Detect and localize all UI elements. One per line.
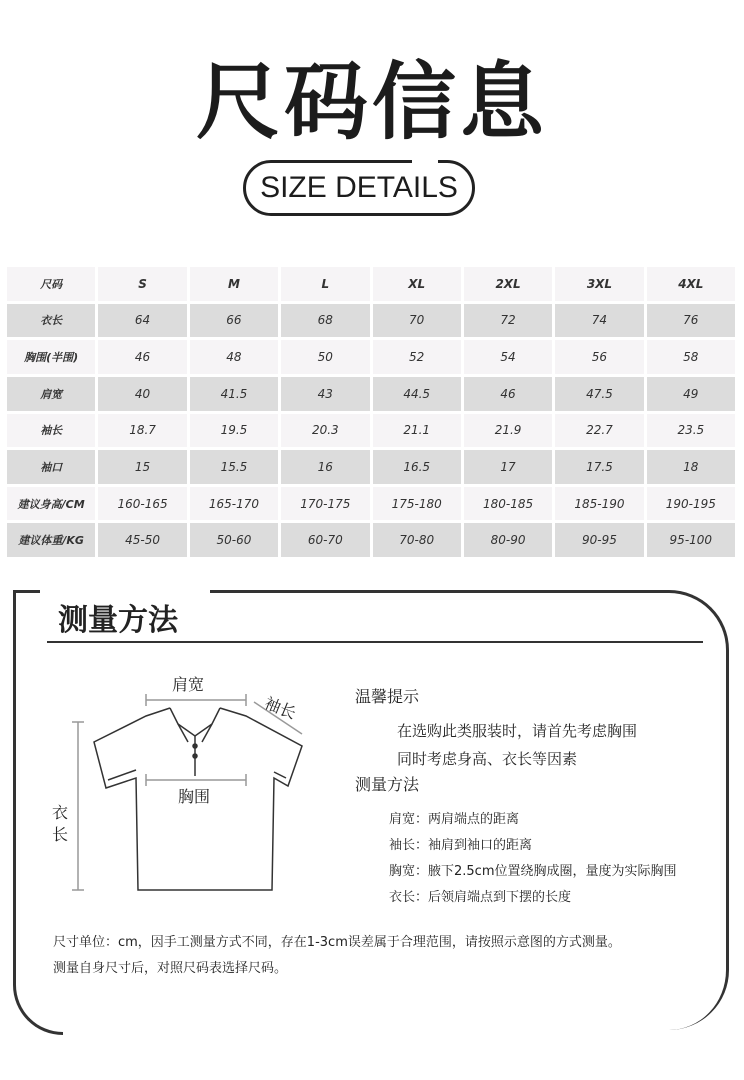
table-cell: 76 <box>645 302 736 339</box>
chest-measure-line <box>146 774 246 786</box>
column-header: 2XL <box>462 266 553 303</box>
length-measure-line <box>72 722 84 890</box>
column-header: XL <box>371 266 462 303</box>
table-cell: 72 <box>462 302 553 339</box>
table-cell: 16 <box>280 449 371 486</box>
table-cell: 180-185 <box>462 485 553 522</box>
table-cell: 15 <box>97 449 188 486</box>
tips-block <box>355 684 715 773</box>
table-cell: 66 <box>188 302 279 339</box>
measure-section-title: 测量方法 <box>58 603 178 638</box>
column-header: M <box>188 266 279 303</box>
row-label: 袖长 <box>6 412 97 449</box>
table-row <box>6 339 737 376</box>
chest-label: 胸围 <box>178 787 211 806</box>
table-cell: 74 <box>554 302 645 339</box>
table-cell: 18 <box>645 449 736 486</box>
table-cell: 165-170 <box>188 485 279 522</box>
note-line: 测量自身尺寸后，对照尺码表选择尺码。 <box>53 961 288 976</box>
shoulder-measure-line <box>146 694 246 706</box>
table-cell: 43 <box>280 375 371 412</box>
column-header: 尺码 <box>6 266 97 303</box>
table-cell: 40 <box>97 375 188 412</box>
table-cell: 90-95 <box>554 522 645 559</box>
table-cell: 45-50 <box>97 522 188 559</box>
table-cell: 50-60 <box>188 522 279 559</box>
table-cell: 175-180 <box>371 485 462 522</box>
table-cell: 22.7 <box>554 412 645 449</box>
row-label: 肩宽 <box>6 375 97 412</box>
table-cell: 49 <box>645 375 736 412</box>
table-cell: 160-165 <box>97 485 188 522</box>
tips-line: 同时考虑身高、衣长等因素 <box>397 750 578 768</box>
table-cell: 47.5 <box>554 375 645 412</box>
table-cell: 23.5 <box>645 412 736 449</box>
table-cell: 80-90 <box>462 522 553 559</box>
method-item: 衣长：后领肩端点到下摆的长度 <box>389 890 572 905</box>
method-item: 袖长：袖肩到袖口的距离 <box>389 838 533 853</box>
table-cell: 58 <box>645 339 736 376</box>
table-cell: 48 <box>188 339 279 376</box>
table-cell: 16.5 <box>371 449 462 486</box>
column-header: S <box>97 266 188 303</box>
table-cell: 15.5 <box>188 449 279 486</box>
table-cell: 44.5 <box>371 375 462 412</box>
method-item: 肩宽：两肩端点的距离 <box>389 812 520 827</box>
measurement-notes <box>53 930 713 982</box>
size-details-badge: SIZE DETAILS <box>243 160 475 216</box>
method-block <box>355 772 735 911</box>
table-cell: 70 <box>371 302 462 339</box>
table-header-row <box>6 266 737 303</box>
table-cell: 95-100 <box>645 522 736 559</box>
table-row <box>6 485 737 522</box>
table-cell: 54 <box>462 339 553 376</box>
table-cell: 190-195 <box>645 485 736 522</box>
tips-heading: 温馨提示 <box>355 687 420 706</box>
table-cell: 20.3 <box>280 412 371 449</box>
column-header: 3XL <box>554 266 645 303</box>
table-cell: 170-175 <box>280 485 371 522</box>
row-label: 衣长 <box>6 302 97 339</box>
table-cell: 17.5 <box>554 449 645 486</box>
table-cell: 185-190 <box>554 485 645 522</box>
table-cell: 64 <box>97 302 188 339</box>
table-cell: 21.1 <box>371 412 462 449</box>
sleeve-label: 袖长 <box>261 693 299 723</box>
table-cell: 46 <box>462 375 553 412</box>
length-label-char: 衣 <box>52 803 69 822</box>
table-row <box>6 375 737 412</box>
shirt-diagram <box>50 660 320 900</box>
table-cell: 50 <box>280 339 371 376</box>
row-label: 袖口 <box>6 449 97 486</box>
row-label: 建议体重/KG <box>6 522 97 559</box>
table-row <box>6 449 737 486</box>
table-cell: 68 <box>280 302 371 339</box>
page-title: 尺码信息 <box>195 53 548 151</box>
row-label: 胸围(半围) <box>6 339 97 376</box>
length-label <box>52 803 73 844</box>
method-item: 胸宽：腋下2.5cm位置绕胸成圈，量度为实际胸围 <box>389 864 677 879</box>
size-table <box>4 264 738 560</box>
note-line: 尺寸单位：cm，因手工测量方式不同，存在1-3cm误差属于合理范围，请按照示意图的方式测量。 <box>53 935 621 950</box>
table-row <box>6 522 737 559</box>
table-cell: 18.7 <box>97 412 188 449</box>
table-cell: 21.9 <box>462 412 553 449</box>
row-label: 建议身高/CM <box>6 485 97 522</box>
column-header: 4XL <box>645 266 736 303</box>
badge-gap <box>412 156 438 164</box>
table-cell: 17 <box>462 449 553 486</box>
table-cell: 46 <box>97 339 188 376</box>
table-cell: 52 <box>371 339 462 376</box>
section-divider <box>47 641 703 643</box>
table-cell: 70-80 <box>371 522 462 559</box>
table-cell: 41.5 <box>188 375 279 412</box>
table-row <box>6 302 737 339</box>
column-header: L <box>280 266 371 303</box>
tips-line: 在选购此类服装时，请首先考虑胸围 <box>397 722 638 740</box>
table-cell: 56 <box>554 339 645 376</box>
table-cell: 19.5 <box>188 412 279 449</box>
table-cell: 60-70 <box>280 522 371 559</box>
method-heading: 测量方法 <box>355 775 420 794</box>
length-label-char: 长 <box>52 825 69 844</box>
table-row <box>6 412 737 449</box>
shoulder-label: 肩宽 <box>172 675 205 694</box>
